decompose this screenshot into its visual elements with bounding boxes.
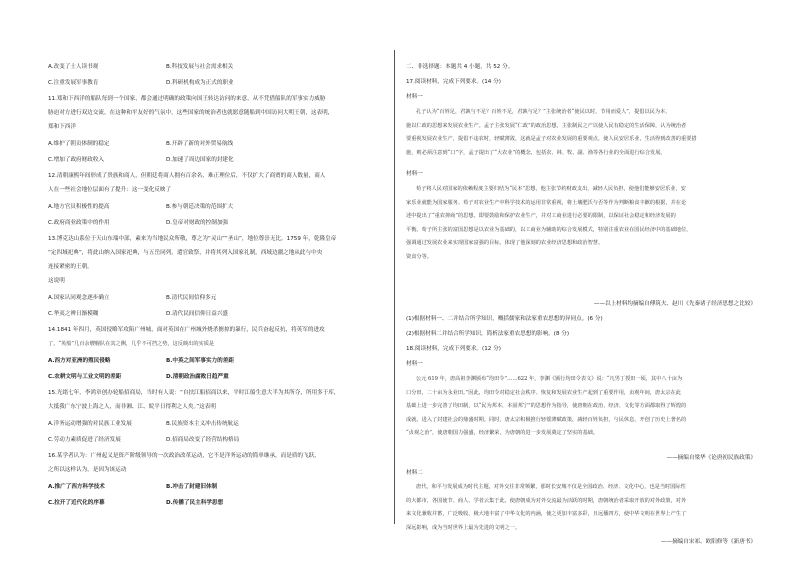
paragraph-line: 资食分等。 (406, 253, 432, 260)
q13-option-c: C.华夷之辨日渐模糊 (48, 311, 99, 317)
paragraph-line: 口分田，二十亩为永业田。”因此，均田令对稳定社会秩序、恢复和发展农业生产起到了重要作用，贞观年间，唐太宗在此 (406, 389, 681, 396)
material-paragraph (406, 373, 756, 441)
q12-option-c: C.政府商业政策中的作用 (48, 220, 110, 226)
paragraph-line: 孔子认为“百姓足，君孰与不足？百姓不足，君孰与足？”主张统治者“使民以时，节用而爱人”，提倡以民为本， (416, 109, 671, 115)
q11-stem-line: 郑和下西洋 (48, 124, 76, 130)
q16-stem-line: 16.某学者认为：广州起义是资产阶级领导的一次政治改革运动，它不是洋务运动的简单继承，而是质的飞跃， (48, 453, 320, 459)
q16-option-c: C.拉开了近代化的序幕 (48, 500, 105, 506)
q12-option-a: A.地方官员积极性的提高 (48, 204, 110, 210)
q13-stem-line: “定四域祀典”，将此山纳入国家祀典，与五岳同列，遣官致祭，并将其列入国家礼制，西域边疆之地从此与中央 (48, 250, 323, 256)
paragraph-line: “贞观之治”，使唐朝国力强盛，经济繁荣，为唐朝的进一步发展奠定了坚实的基础。 (406, 430, 599, 436)
q16-stem-line: 之所以这样认为，是因为该运动 (48, 467, 127, 473)
paragraph-line: 公元 619 年，唐高祖李渊颁布“均田令”……622 年，李渊《颁行均田令表文》说：“凡男丁授田一顷，其中八十亩为 (416, 376, 683, 382)
q11-option-b: B.开辟了新的对外贸易航线 (166, 141, 234, 147)
paragraph-line: 的大都市，各国使节、商人、学者云集于此，使唐朝成为对外交流最为活跃的时期，唐朝统治者采取开放的对外政策，对外 (406, 497, 687, 504)
q18-heading: 18.阅读材料，完成下列要求。(12 分) (406, 346, 501, 352)
q16-option-b: B.冲击了封建旧体制 (166, 484, 218, 490)
material-paragraph (406, 481, 756, 535)
paragraph-line: 来文化兼收并蓄，广泛吸收，极大地丰富了中华文化的内涵，使之更加丰富多彩，且远播四方，使中华文明在世界上产生了 (406, 511, 687, 517)
q15-option-d: D.招商局改变了经营结构格局 (166, 437, 240, 443)
material-label: 材料二 (406, 470, 423, 476)
q10-option-d: D.科研机构成为正式的职业 (166, 80, 234, 86)
q13-option-d: D.清代民间信仰日益兴盛 (166, 311, 229, 317)
q13-stem-line: 13.博克达山系位于天山东端中部，素来为当地民众所敬，尊之为“灵山”“圣山”，地位尊崇无比。1759 年，乾隆皇帝 (48, 236, 337, 242)
q13-option-b: B.清代民间信仰多元 (166, 295, 217, 301)
q14-stem-line: 了，“英船”几百余艘舰队在其之侧，几乎不可挡之势，这反映出的实质是 (48, 341, 215, 347)
q15-option-b: B.民族资本主义冲击传统航运 (166, 421, 239, 427)
material-label: 材料一 (406, 361, 423, 367)
q12-option-b: B.参与朝廷决策的范围扩大 (166, 204, 234, 210)
q14-stem-line: 14.1841 年四月，英国侵略军攻陷广州城，面对英国在广州城外烧杀掳掠的暴行，民兵奋起反抗，将英军的进攻 (48, 327, 325, 333)
source-citation: ——摘编自宋祁、欧阳修等《新唐书》 (660, 539, 756, 545)
paragraph-line: 家乐业就能为国家服务。荀子对农业生产中科学技术的运用非常重视，将土壤肥沃与否等作为判断粮食丰歉的根据，并在论 (406, 199, 687, 206)
q13-stem-line: 连接紧密的王朝。 (48, 264, 93, 270)
q14-option-b: B.中英之间军事实力的差距 (166, 358, 234, 364)
paragraph-line: 唐代，和平与发展成为时代主题，对外交往非常频繁，那时长安城不仅是全国政治、经济、文化中心，也是当时国际性 (416, 484, 686, 490)
q14-option-a: A.西方对亚洲的殖民侵略 (48, 358, 111, 364)
q11-stem-line: 11.郑和下西洋的船队每到一个国家，都会通过明确的政策向国王转达访问的来意，从不凭借船队的军事实力威胁 (48, 96, 326, 102)
q10-option-b: B.科技发展与社会需求相关 (166, 64, 234, 70)
q14-option-d: D.清朝政治腐败日趋严重 (166, 374, 229, 380)
paragraph-line: 基础上进一步完善了均田制，以“民为邦本，本固邦宁”的思想作为指导，使唐朝在政治、经济、文化等方面都取得了辉煌的 (406, 403, 687, 409)
material-paragraph (406, 183, 756, 264)
paragraph-line: 强调通过发展农业来实现国家富强的目标，体现了他深刻的农业经济思想和政治智慧。 (406, 240, 604, 246)
q12-stem-line: 12.清朝康熙年间形成了贵族和商人，但朝廷将商人拥有百余名，难正理位后，不仅扩大了商贾的商人数量，商人 (48, 173, 326, 179)
q10-option-a: A.改变了士人读书观 (48, 64, 99, 70)
q13-option-a: A.国家认同观念逐步确立 (48, 295, 110, 301)
material-label: 材料一 (406, 171, 423, 177)
q17-heading: 17.阅读材料，完成下列要求。(14 分) (406, 79, 501, 85)
q15-stem-line: 大抵我广东宁波上海之人，而非湘、江、皖平日得利之人矣。”这表明 (48, 404, 216, 410)
q13-stem-tail: 这说明 (48, 278, 65, 284)
source-citation: ——以上材料均摘编自傅筑夫、赵川《先秦诸子经济思想之比较》 (593, 301, 756, 307)
section-title: 二、非选择题：本题共 4 小题，共 52 分。 (406, 64, 514, 70)
paragraph-line: 平衡。荀子所主张的富国思想是以农业为基础的，以工商业为辅助的综合发展模式，特别注重农业在国民经济中的基础地位， (406, 226, 692, 233)
paragraph-line: 成就，进入了封建社会的鼎盛时期。同时，唐太宗积极推行轻徭薄赋政策，减轻百姓负担，与民休息，开创了历史上著名的 (406, 416, 687, 423)
q16-option-a: A.推广了西方科学技术 (48, 484, 105, 490)
q12-stem-line: 人在一些社会地位层面有了提升：这一变化反映了 (48, 187, 172, 193)
q17-subquestion-1: (1)根据材料一、二并结合所学知识，概括儒家和法家重农思想的异同点。(6 分) (406, 316, 603, 322)
material-label: 材料一 (406, 94, 423, 100)
q15-option-a: A.洋务运动增强的对民族工业发展 (48, 421, 132, 427)
q14-option-c: C.农耕文明与工业文明的差距 (48, 374, 122, 380)
q11-option-c: C.增加了政府财政收入 (48, 157, 105, 163)
q12-option-d: D.皇帝对财政的控制加强 (166, 220, 229, 226)
paragraph-line: 施，则必须注意到“口”字，孟子提出了“大农业”的概念，包括农、林、牧、副、渔等各行业的全面进行综合发展。 (406, 149, 666, 156)
material-paragraph (406, 106, 756, 160)
paragraph-line: 要重视发展农业生产，提倡不违农时，轻赋薄敛，这就是孟子对农业发展的重要观点，使人民安居乐业，生活得到改善的重要措 (406, 136, 697, 142)
source-citation: ——摘编自梁华《论唐初民族政策》 (666, 455, 756, 461)
q15-stem-line: 15.光绪七年，李鸿章创办轮船招商局，当时有人说：“自扶江船招商以来，平时江船生意大半为其所夺，所用多于库， (48, 390, 340, 396)
q10-option-c: C.注重发展军事教育 (48, 80, 99, 86)
q15-option-c: C.劳动力素质促进了经济发展 (48, 437, 121, 443)
q11-option-a: A.维护了朝贡体制的稳定 (48, 141, 110, 147)
column-divider (394, 50, 395, 524)
q17-subquestion-2: (2)根据材料二并结合所学知识，简析法家重农思想的影响。(8 分) (406, 331, 570, 337)
q11-stem-line: 胁迫对方进行双边交流，在这种和平友好的气氛中，这些国家的统治者也就愿意随船到中国访问大明王朝，这表明， (48, 110, 334, 116)
paragraph-line: 深远影响，成为当时世界上最为先进的文明之一。 (406, 524, 521, 531)
q11-option-d: D.加速了周边国家的封建化 (166, 157, 234, 163)
paragraph-line: 述中提出了“重农抑商”的思想，即要鼓励和保护农业生产，并对工商业进行必要的限制，以保证社会稳定和经济发展的 (406, 213, 676, 219)
paragraph-line: 施以仁政的思想来发展农业生产。孟子主张发展“仁政”的政治思想，主张制民之产以使人民有稳定的生活保障，认为统治者 (406, 122, 687, 129)
q16-option-d: D.传播了民主科学思想 (166, 500, 224, 506)
paragraph-line: 荀子将人民对国家的依赖程度主要归结为“民本”思想，他主张节约财政支出，减轻人民负担，使他们能够安居乐业，安 (416, 186, 686, 192)
